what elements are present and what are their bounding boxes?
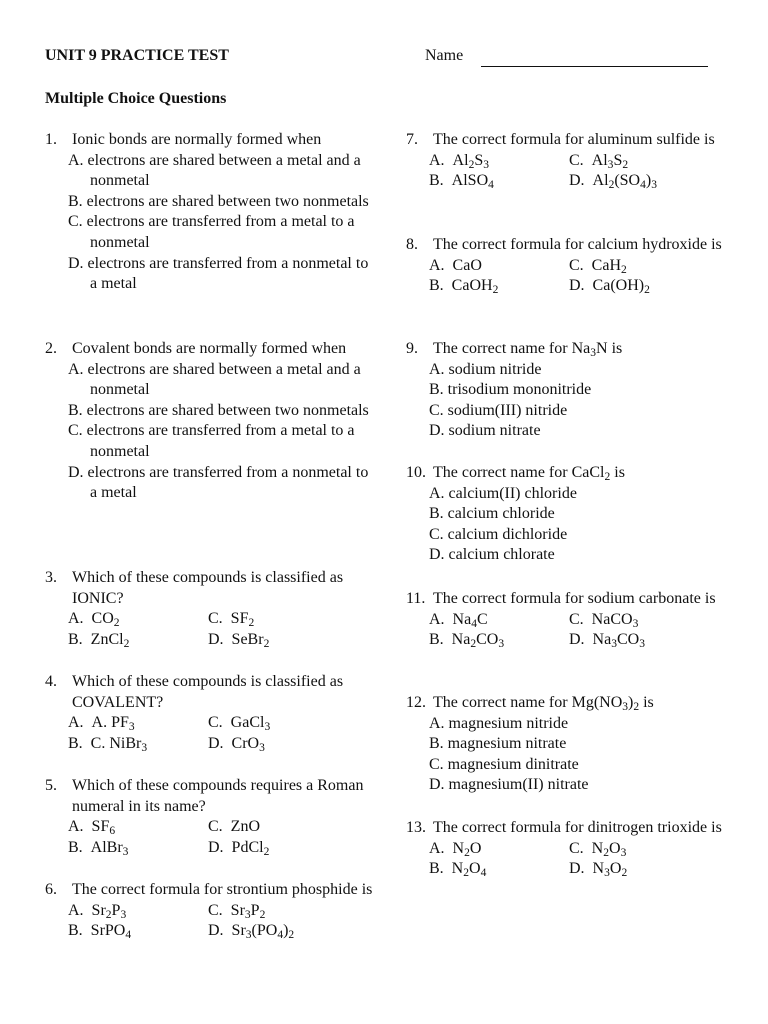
answer-option[interactable]: A. $N_2O$ xyxy=(429,839,482,859)
name-label: Name xyxy=(425,47,464,64)
name-blank-line xyxy=(481,66,708,67)
answer-option[interactable]: C. $Sr_3P_2$ xyxy=(208,901,266,921)
question-stem: The correct formula for dinitrogen trioxide is xyxy=(433,819,722,836)
answer-options-grid xyxy=(68,817,375,858)
question-stem: Covalent bonds are normally formed when xyxy=(72,340,347,357)
question-7 xyxy=(406,130,736,192)
question-number: 11. xyxy=(406,590,426,607)
answer-option[interactable]: A. calcium(II) chloride xyxy=(429,484,577,502)
question-stem: Ionic bonds are normally formed when xyxy=(72,131,322,148)
answer-option[interactable]: D. $Ca(OH)_2$ xyxy=(569,277,650,297)
question-3 xyxy=(45,568,375,650)
question-2 xyxy=(45,339,375,504)
question-stem: The correct name for CaCl$_2$ is xyxy=(433,464,625,483)
answer-option[interactable]: C. electrons are transferred from a metal to a nonmetal xyxy=(68,213,355,251)
answer-options-grid xyxy=(429,610,736,651)
answer-option[interactable]: D. CrO$_3$ xyxy=(208,734,265,754)
question-11 xyxy=(406,589,736,651)
question-number: 10. xyxy=(406,464,426,481)
answer-options-grid xyxy=(68,609,375,650)
question-number: 5. xyxy=(45,777,57,794)
answer-option[interactable]: C. ZnO xyxy=(208,818,260,836)
answer-option[interactable]: D. magnesium(II) nitrate xyxy=(429,776,589,794)
answer-option[interactable]: B. ZnCl$_2$ xyxy=(68,630,130,650)
question-number: 2. xyxy=(45,340,57,357)
question-number: 4. xyxy=(45,673,57,690)
answer-options-grid xyxy=(429,151,736,192)
question-13 xyxy=(406,818,736,880)
question-10 xyxy=(406,463,736,566)
answer-option[interactable]: B. magnesium nitrate xyxy=(429,735,567,753)
answer-options-grid xyxy=(68,713,375,754)
question-stem: The correct formula for strontium phosphide is xyxy=(72,881,373,898)
answer-option[interactable]: C. electrons are transferred from a metal to a nonmetal xyxy=(68,422,355,460)
question-12 xyxy=(406,693,736,796)
answer-option[interactable]: C. $N_2O_3$ xyxy=(569,839,627,859)
answer-option[interactable]: A. electrons are shared between a metal and a nonmetal xyxy=(68,151,361,190)
answer-option[interactable]: C. NaCO$_3$ xyxy=(569,610,639,630)
question-stem: The correct formula for aluminum sulfide is xyxy=(433,131,715,148)
question-6 xyxy=(45,880,375,942)
answer-option[interactable]: A. magnesium nitride xyxy=(429,714,569,732)
answer-option[interactable]: B. electrons are shared between two nonmetals xyxy=(68,401,369,419)
question-number: 7. xyxy=(406,131,418,148)
answer-option[interactable]: B. C. NiBr$_3$ xyxy=(68,734,148,754)
answer-option[interactable]: A. A. $PF_3$ xyxy=(68,714,135,734)
answer-option[interactable]: C. sodium(III) nitride xyxy=(429,401,568,419)
answer-option[interactable]: A. $Na_4C$ xyxy=(429,610,488,630)
answer-option[interactable]: D. sodium nitrate xyxy=(429,422,541,440)
answer-option[interactable]: C. CaH$_2$ xyxy=(569,256,627,276)
answer-option[interactable]: D. SeBr$_2$ xyxy=(208,630,270,650)
answer-option[interactable]: A. sodium nitride xyxy=(429,360,542,378)
question-number: 12. xyxy=(406,694,426,711)
question-number: 3. xyxy=(45,569,57,586)
question-stem: The correct name for $Na_3N$ is xyxy=(433,340,623,359)
answer-option[interactable]: B. $N_2O_4$ xyxy=(429,860,487,880)
answer-option[interactable]: D. $N_3O_2$ xyxy=(569,860,628,880)
answer-option[interactable]: B. electrons are shared between two nonmetals xyxy=(68,192,369,210)
answer-option[interactable]: A. CaO xyxy=(429,256,482,274)
answer-option[interactable]: D. $Al_2(SO_4)_3$ xyxy=(569,172,657,192)
section-title: Multiple Choice Questions xyxy=(45,90,227,107)
answer-option[interactable]: A. $Al_2S_3$ xyxy=(429,151,489,171)
question-number: 8. xyxy=(406,236,418,253)
answer-option[interactable]: D. calcium chlorate xyxy=(429,546,555,564)
question-1 xyxy=(45,130,375,295)
answer-option[interactable]: B. calcium chloride xyxy=(429,505,555,523)
answer-option[interactable]: B. $Na_2CO_3$ xyxy=(429,631,505,651)
answer-option[interactable]: D. $Sr_3(PO_4)_2$ xyxy=(208,922,295,942)
answer-option[interactable]: B. CaOH$_2$ xyxy=(429,277,499,297)
question-5 xyxy=(45,776,375,858)
answer-options-grid xyxy=(429,839,736,880)
answer-option[interactable]: D. PdCl$_2$ xyxy=(208,838,270,858)
question-stem: Which of these compounds requires a Roman numeral in its name? xyxy=(72,777,364,815)
answer-option[interactable]: B. AlBr$_3$ xyxy=(68,838,129,858)
answer-option[interactable]: D. electrons are transferred from a nonmetal to a metal xyxy=(68,463,369,502)
question-stem: The correct name for $Mg(NO_3)_2$ is xyxy=(433,694,654,713)
question-stem: The correct formula for calcium hydroxide is xyxy=(433,236,722,253)
answer-option[interactable]: B. AlSO$_4$ xyxy=(429,172,494,192)
answer-options-grid xyxy=(68,901,375,942)
question-number: 1. xyxy=(45,131,57,148)
question-stem: The correct formula for sodium carbonate is xyxy=(433,590,716,607)
answer-option[interactable]: D. $Na_3CO_3$ xyxy=(569,631,645,651)
question-number: 6. xyxy=(45,881,57,898)
answer-option[interactable]: A. $CO_2$ xyxy=(68,610,120,630)
answer-option[interactable]: B. SrPO$_4$ xyxy=(68,922,132,942)
test-title: UNIT 9 PRACTICE TEST xyxy=(45,47,229,64)
question-stem: Which of these compounds is classified as COVALENT? xyxy=(72,673,344,711)
answer-option[interactable]: A. $Sr_2P_3$ xyxy=(68,901,127,921)
question-8 xyxy=(406,235,736,297)
answer-option[interactable]: C. $SF_2$ xyxy=(208,610,255,630)
answer-option[interactable]: C. magnesium dinitrate xyxy=(429,755,579,773)
question-4 xyxy=(45,672,375,754)
answer-option[interactable]: A. $SF_6$ xyxy=(68,818,116,838)
answer-option[interactable]: C. GaCl$_3$ xyxy=(208,714,271,734)
answer-option[interactable]: D. electrons are transferred from a nonmetal to a metal xyxy=(68,254,369,293)
answer-option[interactable]: A. electrons are shared between a metal and a nonmetal xyxy=(68,360,361,399)
question-stem: Which of these compounds is classified as IONIC? xyxy=(72,569,344,607)
question-number: 9. xyxy=(406,340,418,357)
question-number: 13. xyxy=(406,819,426,836)
question-9 xyxy=(406,339,736,442)
answer-options-grid xyxy=(429,256,736,297)
answer-option[interactable]: C. calcium dichloride xyxy=(429,525,568,543)
answer-option[interactable]: B. trisodium mononitride xyxy=(429,381,592,399)
answer-option[interactable]: C. $Al_3S_2$ xyxy=(569,151,629,171)
